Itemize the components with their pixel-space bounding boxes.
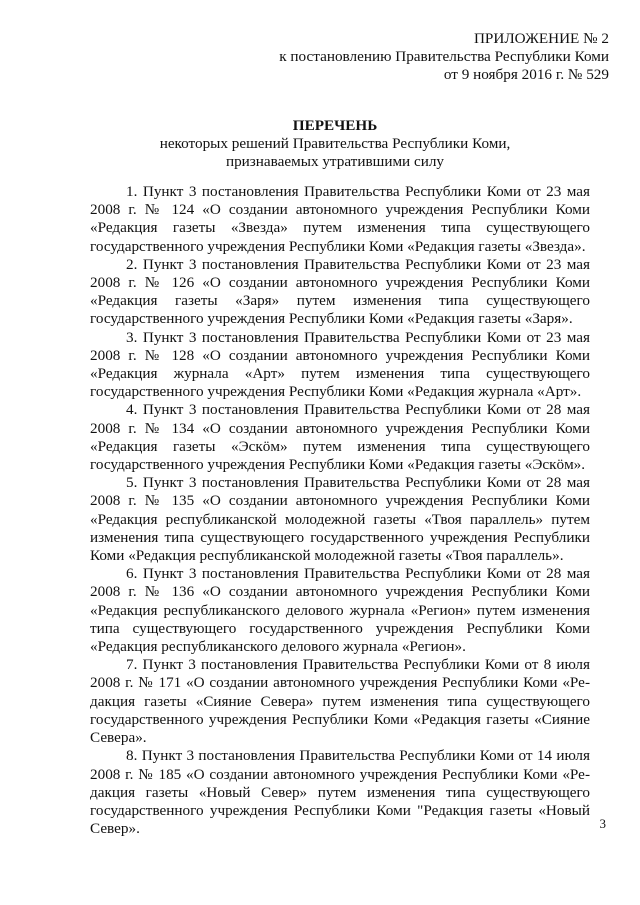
list-item: 2. Пункт 3 постановления Правительства Республики Коми от 23 мая 2008 г. № 126 «О создании автономного учреждения Республики Коми «Редакция газеты «Заря» путем изменения типа существующего государственного учреждения Республики Коми «Редакция газеты «Заря». <box>90 255 590 328</box>
list-item: 6. Пункт 3 постановления Правительства Республики Коми от 28 мая 2008 г. № 136 «О создании автономного учреждения Республики Коми «Редакция республиканского делового журнала «Регион» путем изменения типа существующего государственного учреждения Республики Коми «Редакция республиканского делового журнала «Регион». <box>90 565 590 656</box>
decisions-list <box>90 183 590 838</box>
list-item: 7. Пункт 3 постановления Правительства Республики Коми от 8 июля 2008 г. № 171 «О создании автономного учреждения Республики Коми «Редакция газеты «Сияние Севера» путем изменения типа существующего государственного учреждения Республики Коми «Редакция газеты «Сияние Севера». <box>90 656 590 747</box>
appendix-resolution-date: от 9 ноября 2016 г. № 529 <box>443 66 609 83</box>
list-item: 5. Пункт 3 постановления Правительства Республики Коми от 28 мая 2008 г. № 135 «О создании автономного учреждения Республики Коми «Редакция республиканской молодежной газеты «Твоя параллель» путем изменения типа существующего государственного учреждения Республики Коми «Редакция республиканской молодежной газеты «Твоя параллель». <box>90 474 590 565</box>
list-item: 3. Пункт 3 постановления Правительства Республики Коми от 23 мая 2008 г. № 128 «О создании автономного учреждения Республики Коми «Редакция журнала «Арт» путем изменения типа существующего государственного учреждения Республики Коми «Редакция журнала «Арт». <box>90 328 590 401</box>
list-item: 1. Пункт 3 постановления Правительства Республики Коми от 23 мая 2008 г. № 124 «О создании автономного учреждения Республики Коми «Редакция газеты «Звезда» путем изменения типа существующего государственного учреждения Республики Коми «Редакция газеты «Звезда». <box>90 183 590 255</box>
appendix-header <box>279 30 609 84</box>
list-item: 8. Пункт 3 постановления Правительства Республики Коми от 14 июля 2008 г. № 185 «О создании автономного учреждения Республики Коми «Редакция газеты «Новый Север» путем изменения типа существующего государственного учреждения Республики Коми "Редакция газеты «Новый Север». <box>90 747 590 838</box>
document-title: ПЕРЕЧЕНЬ <box>292 117 378 134</box>
appendix-resolution-ref: к постановлению Правительства Республики Коми <box>279 48 609 65</box>
list-item: 4. Пункт 3 постановления Правительства Республики Коми от 28 мая 2008 г. № 134 «О создании автономного учреждения Республики Коми «Редакция газеты «Эскöм» путем изменения типа существующего государственного учреждения Республики Коми «Редакция газеты «Эскöм». <box>90 401 590 474</box>
document-subtitle-line1: некоторых решений Правительства Республики Коми, <box>159 135 511 152</box>
document-title-block <box>85 117 585 171</box>
appendix-number: ПРИЛОЖЕНИЕ № 2 <box>473 30 609 47</box>
page-number: 3 <box>599 816 606 831</box>
document-subtitle-line2: признаваемых утратившими силу <box>225 153 445 170</box>
